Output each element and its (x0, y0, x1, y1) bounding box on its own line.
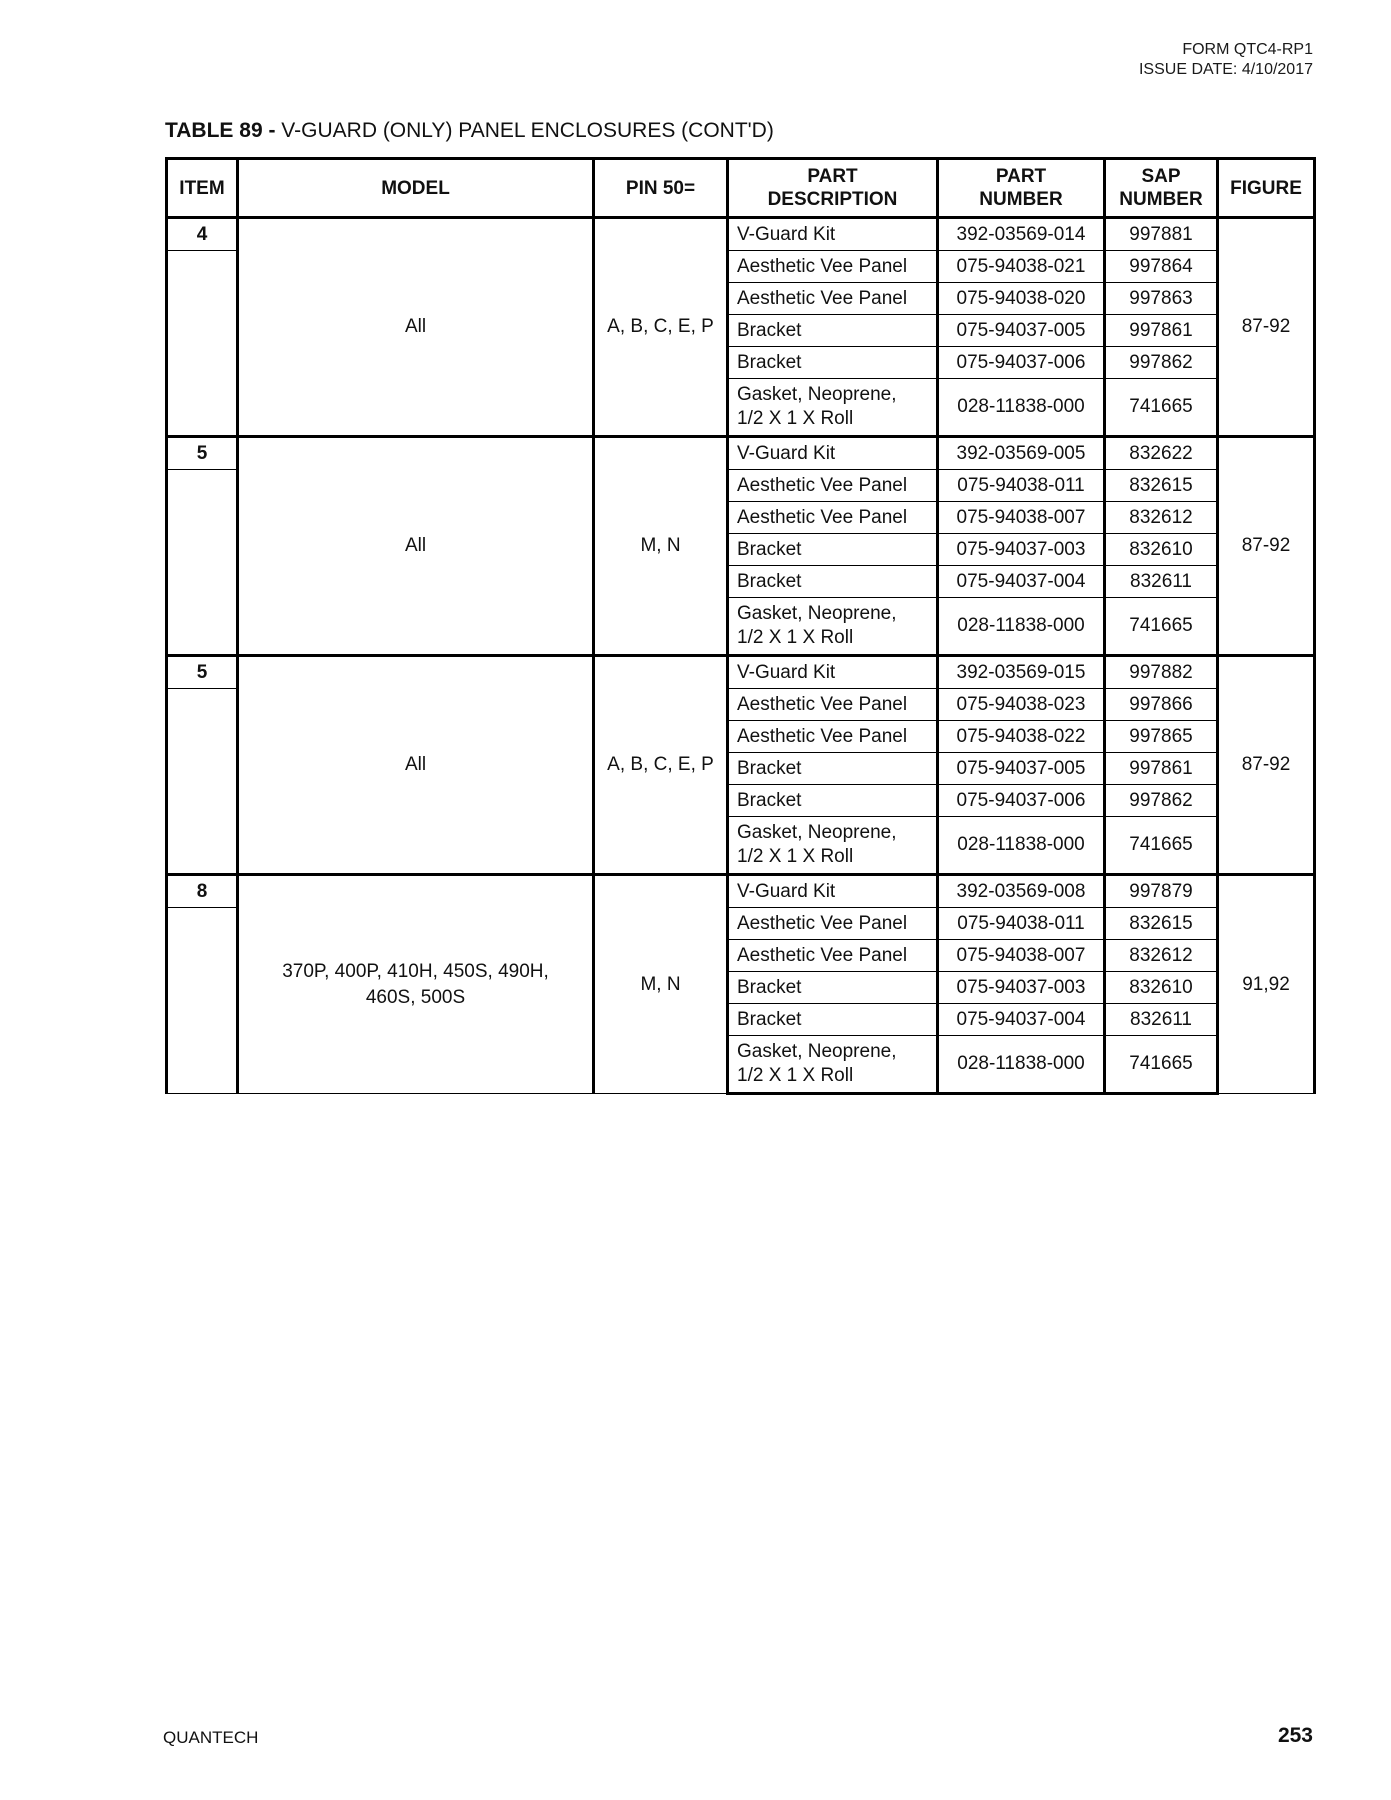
sap-number: 997881 (1105, 218, 1218, 251)
table-header-row (167, 159, 1315, 218)
part-description: V-Guard Kit (728, 218, 938, 251)
part-description: Gasket, Neoprene, 1/2 X 1 X Roll (728, 379, 938, 437)
parts-table (165, 157, 1316, 1095)
part-number: 075-94037-005 (938, 315, 1105, 347)
part-description: Aesthetic Vee Panel (728, 251, 938, 283)
sap-number: 997864 (1105, 251, 1218, 283)
page-number: 253 (1277, 1724, 1313, 1747)
table-row (167, 437, 1315, 470)
part-description: Aesthetic Vee Panel (728, 470, 938, 502)
col-header-figure: FIGURE (1218, 159, 1315, 218)
item-blank-cell (167, 908, 238, 1094)
pin-cell: A, B, C, E, P (594, 218, 728, 437)
pin-cell: M, N (594, 437, 728, 656)
model-cell: All (238, 437, 594, 656)
sap-number: 832615 (1105, 908, 1218, 940)
col-header-part-description: PART DESCRIPTION (728, 159, 938, 218)
sap-number: 997861 (1105, 315, 1218, 347)
part-description: Aesthetic Vee Panel (728, 908, 938, 940)
sap-number: 832612 (1105, 940, 1218, 972)
pin-cell: A, B, C, E, P (594, 656, 728, 875)
part-number: 392-03569-015 (938, 656, 1105, 689)
item-blank-cell (167, 251, 238, 437)
model-cell: All (238, 218, 594, 437)
part-description: Bracket (728, 1004, 938, 1036)
part-description: Aesthetic Vee Panel (728, 689, 938, 721)
sap-number: 997882 (1105, 656, 1218, 689)
part-description: Bracket (728, 753, 938, 785)
sap-number: 997862 (1105, 785, 1218, 817)
part-description: Aesthetic Vee Panel (728, 502, 938, 534)
sap-number: 997861 (1105, 753, 1218, 785)
sap-number: 832610 (1105, 972, 1218, 1004)
part-number: 075-94038-007 (938, 940, 1105, 972)
sap-number: 832612 (1105, 502, 1218, 534)
form-header (1139, 40, 1313, 80)
pin-cell: M, N (594, 875, 728, 1094)
part-description: V-Guard Kit (728, 656, 938, 689)
sap-number: 997879 (1105, 875, 1218, 908)
sap-number: 832611 (1105, 566, 1218, 598)
part-number: 075-94038-022 (938, 721, 1105, 753)
part-number: 075-94038-020 (938, 283, 1105, 315)
item-number: 4 (167, 218, 238, 251)
part-number: 028-11838-000 (938, 817, 1105, 875)
item-blank-cell (167, 470, 238, 656)
part-number: 028-11838-000 (938, 1036, 1105, 1094)
part-description: Aesthetic Vee Panel (728, 283, 938, 315)
part-number: 075-94037-004 (938, 1004, 1105, 1036)
part-number: 075-94038-023 (938, 689, 1105, 721)
part-number: 075-94037-003 (938, 534, 1105, 566)
part-description: V-Guard Kit (728, 875, 938, 908)
model-cell: All (238, 656, 594, 875)
part-number: 075-94037-006 (938, 785, 1105, 817)
part-description: Aesthetic Vee Panel (728, 721, 938, 753)
part-number: 075-94037-006 (938, 347, 1105, 379)
item-number: 5 (167, 656, 238, 689)
sap-number: 741665 (1105, 598, 1218, 656)
part-description: Bracket (728, 315, 938, 347)
sap-number: 997865 (1105, 721, 1218, 753)
part-number: 075-94038-021 (938, 251, 1105, 283)
table-row (167, 656, 1315, 689)
part-number: 075-94038-011 (938, 908, 1105, 940)
issue-date: ISSUE DATE: 4/10/2017 (1138, 61, 1313, 78)
part-number: 028-11838-000 (938, 379, 1105, 437)
part-description: Aesthetic Vee Panel (728, 940, 938, 972)
sap-number: 832611 (1105, 1004, 1218, 1036)
part-description: Bracket (728, 347, 938, 379)
figure-ref: 87-92 (1218, 656, 1315, 875)
col-header-item: ITEM (167, 159, 238, 218)
col-header-sap-number: SAP NUMBER (1105, 159, 1218, 218)
table-row (167, 875, 1315, 908)
form-id: FORM QTC4-RP1 (1182, 41, 1313, 58)
figure-ref: 87-92 (1218, 437, 1315, 656)
part-number: 075-94037-003 (938, 972, 1105, 1004)
sap-number: 741665 (1105, 817, 1218, 875)
figure-ref: 87-92 (1218, 218, 1315, 437)
figure-ref: 91,92 (1218, 875, 1315, 1094)
footer-brand: QUANTECH (163, 1728, 259, 1747)
table-number: TABLE 89 - (165, 119, 276, 142)
table-body (167, 218, 1315, 1094)
part-number: 392-03569-005 (938, 437, 1105, 470)
col-header-model: MODEL (238, 159, 594, 218)
part-description: V-Guard Kit (728, 437, 938, 470)
part-number: 392-03569-008 (938, 875, 1105, 908)
part-number: 075-94037-004 (938, 566, 1105, 598)
part-description: Gasket, Neoprene, 1/2 X 1 X Roll (728, 598, 938, 656)
part-description: Bracket (728, 972, 938, 1004)
part-description: Bracket (728, 534, 938, 566)
table-caption: V-GUARD (ONLY) PANEL ENCLOSURES (CONT'D) (275, 119, 774, 142)
col-header-part-number: PART NUMBER (938, 159, 1105, 218)
item-blank-cell (167, 689, 238, 875)
col-header-pin: PIN 50= (594, 159, 728, 218)
sap-number: 997862 (1105, 347, 1218, 379)
sap-number: 832610 (1105, 534, 1218, 566)
sap-number: 741665 (1105, 1036, 1218, 1094)
part-number: 392-03569-014 (938, 218, 1105, 251)
sap-number: 832615 (1105, 470, 1218, 502)
part-number: 028-11838-000 (938, 598, 1105, 656)
item-number: 8 (167, 875, 238, 908)
part-number: 075-94038-011 (938, 470, 1105, 502)
part-description: Gasket, Neoprene, 1/2 X 1 X Roll (728, 817, 938, 875)
part-description: Gasket, Neoprene, 1/2 X 1 X Roll (728, 1036, 938, 1094)
sap-number: 997866 (1105, 689, 1218, 721)
table-row (167, 218, 1315, 251)
part-number: 075-94038-007 (938, 502, 1105, 534)
item-number: 5 (167, 437, 238, 470)
model-cell: 370P, 400P, 410H, 450S, 490H, 460S, 500S (238, 875, 594, 1094)
sap-number: 832622 (1105, 437, 1218, 470)
sap-number: 997863 (1105, 283, 1218, 315)
sap-number: 741665 (1105, 379, 1218, 437)
table-title (165, 118, 774, 144)
part-description: Bracket (728, 566, 938, 598)
part-number: 075-94037-005 (938, 753, 1105, 785)
part-description: Bracket (728, 785, 938, 817)
